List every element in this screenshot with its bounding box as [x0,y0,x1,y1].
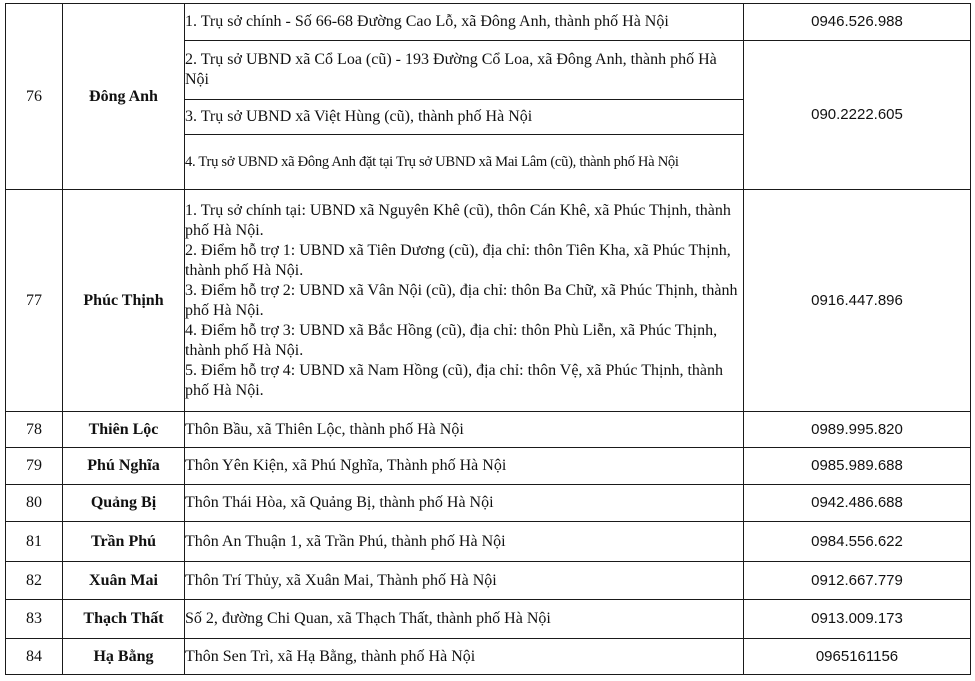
table-row [6,522,971,562]
commune-name: Thiên Lộc [63,412,185,448]
row-number: 82 [6,562,63,600]
row-number: 83 [6,600,63,639]
phone-cell: 090.2222.605 [744,41,971,190]
address-line: 2. Điểm hỗ trợ 1: UBND xã Tiên Dương (cũ), địa chỉ: thôn Tiên Kha, xã Phúc Thịnh, thành phố Hà Nội. [185,241,731,279]
phone-cell: 0913.009.173 [744,600,971,639]
address-cell: Thôn Trí Thủy, xã Xuân Mai, Thành phố Hà Nội [185,562,744,600]
phone-cell: 0916.447.896 [744,190,971,412]
row-number: 84 [6,639,63,675]
row-number: 76 [6,4,63,190]
address-cell [185,190,744,412]
address-cell: Thôn Yên Kiện, xã Phú Nghĩa, Thành phố Hà Nội [185,448,744,485]
phone-cell: 0985.989.688 [744,448,971,485]
address-line: 3. Điểm hỗ trợ 2: UBND xã Vân Nội (cũ), địa chỉ: thôn Ba Chữ, xã Phúc Thịnh, thành phố Hà Nội. [185,281,738,319]
row-number: 77 [6,190,63,412]
commune-name: Phú Nghĩa [63,448,185,485]
commune-name: Trần Phú [63,522,185,562]
address-cell: Thôn Bầu, xã Thiên Lộc, thành phố Hà Nội [185,412,744,448]
phone-cell: 0912.667.779 [744,562,971,600]
row-number: 78 [6,412,63,448]
address-cell: Thôn Thái Hòa, xã Quảng Bị, thành phố Hà Nội [185,485,744,522]
table-row [6,190,971,412]
commune-contact-table [5,3,971,675]
address-cell: Số 2, đường Chi Quan, xã Thạch Thất, thành phố Hà Nội [185,600,744,639]
commune-name: Đông Anh [63,4,185,190]
row-number: 81 [6,522,63,562]
table-row [6,485,971,522]
address-cell: Thôn An Thuận 1, xã Trần Phú, thành phố Hà Nội [185,522,744,562]
table-row [6,448,971,485]
address-cell: 4. Trụ sở UBND xã Đông Anh đặt tại Trụ sở UBND xã Mai Lâm (cũ), thành phố Hà Nội [185,135,744,190]
table-row [6,639,971,675]
address-line: 1. Trụ sở chính tại: UBND xã Nguyên Khê (cũ), thôn Cán Khê, xã Phúc Thịnh, thành phố Hà Nội. [185,201,731,239]
phone-cell: 0946.526.988 [744,4,971,41]
address-cell: Thôn Sen Trì, xã Hạ Bằng, thành phố Hà Nội [185,639,744,675]
phone-cell: 0984.556.622 [744,522,971,562]
address-cell: 3. Trụ sở UBND xã Việt Hùng (cũ), thành phố Hà Nội [185,100,744,135]
phone-cell: 0965161156 [744,639,971,675]
table-row [6,562,971,600]
address-line: 5. Điểm hỗ trợ 4: UBND xã Nam Hồng (cũ), địa chỉ: thôn Vệ, xã Phúc Thịnh, thành phố Hà Nội. [185,361,724,399]
commune-name: Thạch Thất [63,600,185,639]
commune-name: Phúc Thịnh [63,190,185,412]
table-row [6,4,971,41]
table-row [6,412,971,448]
address-cell: 1. Trụ sở chính - Số 66-68 Đường Cao Lỗ, xã Đông Anh, thành phố Hà Nội [185,4,744,41]
commune-name: Quảng Bị [63,485,185,522]
row-number: 79 [6,448,63,485]
commune-name: Hạ Bằng [63,639,185,675]
address-cell: 2. Trụ sở UBND xã Cổ Loa (cũ) - 193 Đường Cổ Loa, xã Đông Anh, thành phố Hà Nội [185,41,744,100]
commune-name: Xuân Mai [63,562,185,600]
row-number: 80 [6,485,63,522]
phone-cell: 0989.995.820 [744,412,971,448]
phone-cell: 0942.486.688 [744,485,971,522]
table-row [6,600,971,639]
address-line: 4. Điểm hỗ trợ 3: UBND xã Bắc Hồng (cũ), địa chỉ: thôn Phù Liễn, xã Phúc Thịnh, thành phố Hà Nội. [185,321,718,359]
